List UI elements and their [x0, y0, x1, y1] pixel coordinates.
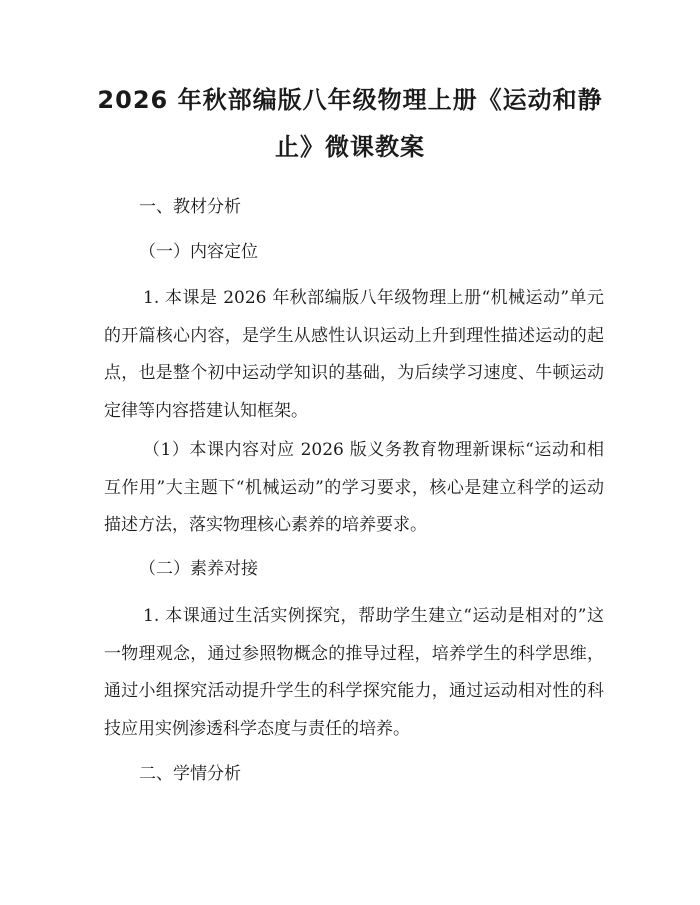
paragraph-3: 1. 本课通过生活实例探究，帮助学生建立“运动是相对的”这一物理观念，通过参照物概念的推导过程，培养学生的科学思维，通过小组探究活动提升学生的科学探究能力，通过运动相对性的科技应用实例渗透科学态度与责任的培养。 [104, 606, 604, 740]
section-heading-analysis: 一、教材分析 [139, 197, 241, 217]
paragraph-2: （1）本课内容对应 2026 版义务教育物理新课标“运动和相互作用”大主题下“机械运动”的学习要求，核心是建立科学的运动描述方法，落实物理核心素养的培养要求。 [104, 440, 604, 536]
section-heading-learner-analysis: 二、学情分析 [139, 764, 241, 784]
document-title-line-2: 止》微课教案 [275, 133, 425, 161]
paragraph-1: 1. 本课是 2026 年秋部编版八年级物理上册“机械运动”单元的开篇核心内容，是学生从感性认识运动上升到理性描述运动的起点，也是整个初中运动学知识的基础，为后续学习速度、牛顿运动定律等内容搭建认知框架。 [104, 288, 604, 422]
document-title-line-1: 2026 年秋部编版八年级物理上册《运动和静 [97, 86, 603, 114]
subsection-heading-positioning: （一）内容定位 [139, 242, 258, 262]
subsection-heading-literacy: （二）素养对接 [139, 559, 258, 579]
